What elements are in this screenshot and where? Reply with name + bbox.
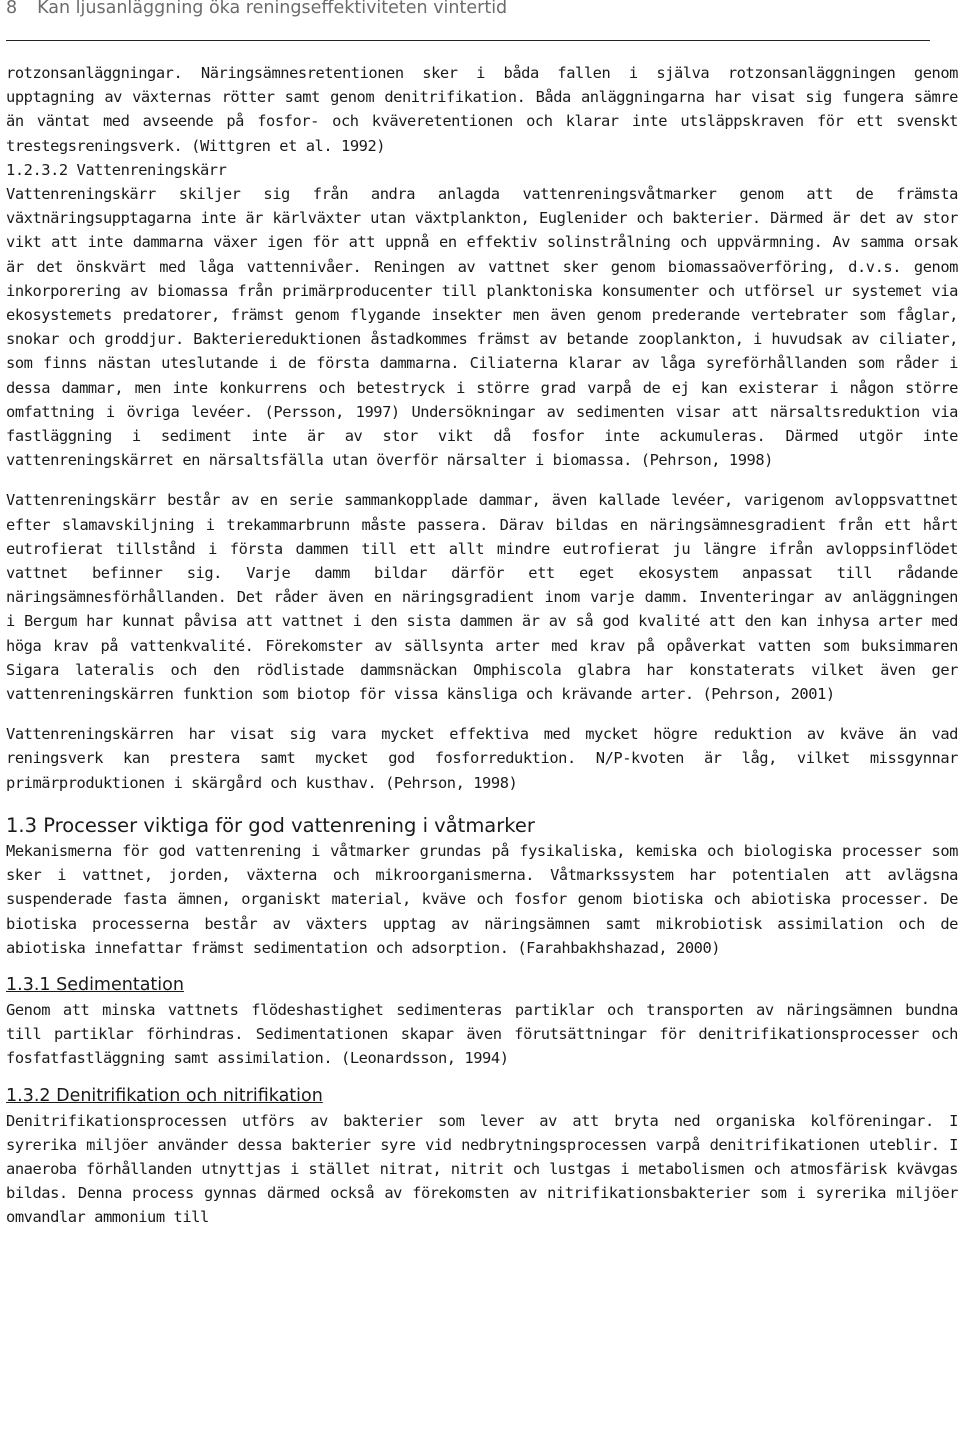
paragraph-vattenreningskarr-2: Vattenreningskärr består av en serie sammankopplade dammar, även kallade levéer, varigenom avloppsvattnet efter slamavskiljning i trekammarbrunn måste passera. Därav bildas en näringsämnesgradient från ett hårt eutrofierat tillstånd i första dammen till ett allt mindre eutrofierat ju längre ifrån avloppsinflödet vattnet befinner sig. Varje damm bildar därför ett eget ekosystem anpassat till rådande näringsämnesförhållanden. Det råder även en näringsgradient inom varje damm. Inventeringar av anläggningen i Bergum har kunnat påvisa att vattnet i den sista dammen är av så god kvalité att den kan inhysa arter med höga krav på vattenkvalité. Förekomster av sällsynta arter med krav på opåverkat vatten som buksimmaren Sigara lateralis och den rödlistade dammsnäckan Omphiscola glabra har konstaterats vilket även ger vattenreningskärren funktion som biotop för vissa känsliga och krävande arter. (Pehrson, 2001): [6, 491, 958, 704]
paragraph-intro: rotzonsanläggningar. Näringsämnesretentionen sker i båda fallen i själva rotzonsanläggningen genom upptagning av växternas rötter samt genom denitrifikation. Båda anläggningarna har visat sig fungera sämre än väntat med avseende på fosfor- och kväveretentionen och klarar inte utsläppskraven för ett svenskt trestegsreningsverk. (Wittgren et al. 1992): [6, 64, 958, 155]
section-heading-sedimentation: 1.3.1 Sedimentation: [6, 974, 184, 995]
subsection-heading-vattenreningskarr: 1.2.3.2 Vattenreningskärr: [6, 160, 227, 179]
paragraph-processer: Mekanismerna för god vattenrening i våtmarker grundas på fysikaliska, kemiska och biologiska processer som sker i vattnet, jorden, växterna och mikroorganismerna. Våtmarkssystem har potentialen att avlägsna suspenderade fasta ämnen, organiskt material, kväve och fosfor genom biotiska och abiotiska processer. De biotiska processerna består av växters upptag av näringsämnen samt mikrobiotisk assimilation och de abiotiska innefattar främst sedimentation och adsorption. (Farahbakhshazad, 2000): [6, 841, 958, 957]
page-number: 8: [6, 0, 18, 18]
paragraph-denitrifikation: Denitrifikationsprocessen utförs av bakterier som lever av att bryta ned organiska kolföreningar. I syrerika miljöer använder dessa bakterier syre vid nedbrytningsprocessen varpå denitrifikationen uteblir. I anaeroba förhållanden utnyttjas i stället nitrat, nitrit och lustgas i metabolismen och atmosfärisk kvävgas bildas. Denna process gynnas därmed också av förekomsten av nitrifikationsbakterier som i syrerika miljöer omvandlar ammonium till: [6, 1111, 958, 1227]
running-title: Kan ljusanläggning öka reningseffektiviteten vintertid: [37, 0, 508, 18]
section-heading-processer: 1.3 Processer viktiga för god vattenrening i våtmarker: [6, 813, 535, 837]
paragraph-vattenreningskarr-3: Vattenreningskärren har visat sig vara mycket effektiva med mycket högre reduktion av kväve än vad reningsverk kan prestera samt mycket god fosforreduktion. N/P-kvoten är låg, vilket missgynnar primärproduktionen i skärgård och kusthav. (Pehrson, 1998): [6, 725, 958, 792]
paragraph-sedimentation: Genom att minska vattnets flödeshastighet sedimenteras partiklar och transporten av näringsämnen bundna till partiklar förhindras. Sedimentationen skapar även förutsättningar för denitrifikationsprocesser och fosfatfastläggning samt assimilation. (Leonardsson, 1994): [6, 1000, 958, 1068]
page-content: [6, 61, 958, 1230]
section-heading-denitrifikation: 1.3.2 Denitrifikation och nitrifikation: [6, 1085, 323, 1106]
paragraph-vattenreningskarr-1: Vattenreningskärr skiljer sig från andra anlagda vattenreningsvåtmarker genom att de främsta växtnäringsupptagarna inte är kärlväxter utan växtplankton, Euglenider och bakterier. Därmed är det av stor vikt att inte dammarna växer igen för att uppnå en effektiv solinstrålning och uppvärmning. Av samma orsak är det önskvärt med låga vattennivåer. Reningen av vattnet sker genom biomassaöverföring, d.v.s. genom inkorporering av biomassa från primärproducenter till planktoniska konsumenter och utförsel ur systemet via ekosystemets predatorer, främst genom flygande insekter men även genom prederande vertebrater som fåglar, snokar och groddjur. Bakteriereduktionen åstadkommes främst av betande zooplankton, i huvudsak av ciliater, som finns nästan uteslutande i de första dammarna. Ciliaterna klarar av låga syreförhållanden som råder i dessa dammar, men inte konkurrens och betestryck i större grad varpå de ej kan existerar i någon större omfattning i övriga levéer. (Persson, 1997) Undersökningar av sedimenten visar att närsaltsreduktion via fastläggning i sediment inte är av stor vikt då fosfor inte ackumuleras. Därmed utgör inte vattenreningskärret en närsaltsfälla utan överför närsalter i biomassa. (Pehrson, 1998): [6, 185, 958, 470]
page-header: [6, 0, 930, 41]
